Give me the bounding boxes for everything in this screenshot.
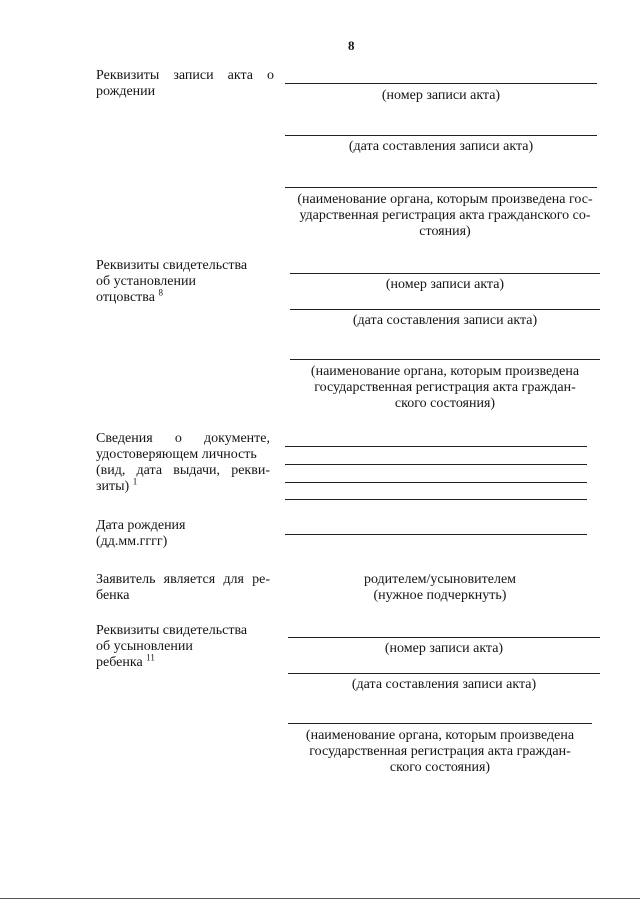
paternity-org-caption-line1: (наименование органа, которым произведена bbox=[310, 364, 580, 379]
paternity-date-field[interactable] bbox=[290, 309, 600, 310]
identity-label-line4: зиты) bbox=[96, 479, 130, 494]
birth-record-number-caption: (номер записи акта) bbox=[381, 88, 501, 103]
identity-footnote-ref: 1 bbox=[132, 476, 138, 487]
paternity-label-line3: отцовства bbox=[96, 290, 155, 305]
birth-record-org-caption bbox=[280, 192, 610, 240]
paternity-label-line1: Реквизиты свидетельства bbox=[96, 258, 248, 273]
birth-date-label-line2: (дд.мм.гггг) bbox=[96, 534, 168, 549]
adoption-org-caption bbox=[288, 728, 592, 776]
applicant-role-hint: (нужное подчеркнуть) bbox=[373, 588, 507, 603]
paternity-org-field[interactable] bbox=[290, 359, 600, 360]
birth-date-field[interactable] bbox=[285, 534, 587, 535]
birth-record-date-field[interactable] bbox=[285, 135, 597, 136]
adoption-footnote-ref: 11 bbox=[146, 652, 155, 663]
paternity-org-caption-line3: ского состояния) bbox=[394, 396, 496, 411]
identity-field-line-3[interactable] bbox=[285, 482, 587, 483]
adoption-org-caption-line2: государственная регистрация акта граждан- bbox=[309, 744, 571, 759]
birth-record-number-field[interactable] bbox=[285, 83, 597, 84]
paternity-date-caption: (дата составления записи акта) bbox=[352, 313, 538, 328]
paternity-number-caption: (номер записи акта) bbox=[385, 277, 505, 292]
identity-field-line-1[interactable] bbox=[285, 446, 587, 447]
identity-label-line2: удостоверяющем личность bbox=[96, 447, 257, 462]
birth-record-org-caption-line3: стояния) bbox=[419, 224, 471, 239]
applicant-role-value[interactable]: родителем/усыновителем bbox=[363, 572, 517, 587]
page-number: 8 bbox=[348, 38, 355, 53]
birth-record-date-caption: (дата составления записи акта) bbox=[348, 139, 534, 154]
identity-field-line-2[interactable] bbox=[285, 464, 587, 465]
applicant-role-label-line2: бенка bbox=[96, 588, 130, 603]
applicant-role-label-line1: Заявитель является для ре- bbox=[96, 572, 270, 587]
identity-label-line1: Сведения о документе, bbox=[96, 431, 270, 446]
birth-record-org-field[interactable] bbox=[285, 187, 597, 188]
adoption-number-caption: (номер записи акта) bbox=[384, 641, 504, 656]
paternity-org-caption bbox=[290, 364, 600, 412]
paternity-footnote-ref: 8 bbox=[158, 287, 163, 298]
identity-label-line3: (вид, дата выдачи, рекви- bbox=[96, 463, 270, 478]
birth-record-label-line2: рождении bbox=[96, 84, 156, 99]
page-bottom-edge bbox=[0, 898, 640, 899]
adoption-date-caption: (дата составления записи акта) bbox=[351, 677, 537, 692]
identity-field-line-4[interactable] bbox=[285, 499, 587, 500]
adoption-date-field[interactable] bbox=[288, 673, 600, 674]
paternity-certificate-label bbox=[96, 258, 276, 306]
adoption-label-line2: об усыновлении bbox=[96, 639, 193, 654]
birth-date-label bbox=[96, 518, 270, 550]
identity-label-line4-wrap bbox=[96, 476, 270, 495]
adoption-label-line3: ребенка bbox=[96, 655, 143, 670]
adoption-certificate-label bbox=[96, 623, 276, 671]
adoption-label-line1: Реквизиты свидетельства bbox=[96, 623, 248, 638]
adoption-number-field[interactable] bbox=[288, 637, 600, 638]
adoption-org-field[interactable] bbox=[288, 723, 592, 724]
birth-record-label-line1: Реквизиты записи акта о bbox=[96, 68, 274, 83]
applicant-role-options bbox=[290, 572, 590, 604]
paternity-label-line3-wrap bbox=[96, 287, 276, 306]
birth-record-org-caption-line1: (наименование органа, которым произведена гос- bbox=[297, 192, 593, 207]
adoption-label-line3-wrap bbox=[96, 652, 276, 671]
paternity-org-caption-line2: государственная регистрация акта граждан- bbox=[314, 380, 576, 395]
birth-record-org-caption-line2: ударственная регистрация акта гражданского со- bbox=[299, 208, 591, 223]
adoption-org-caption-line3: ского состояния) bbox=[389, 760, 491, 775]
birth-date-label-line1: Дата рождения bbox=[96, 518, 186, 533]
birth-record-label bbox=[96, 68, 274, 100]
identity-document-label bbox=[96, 431, 270, 495]
adoption-org-caption-line1: (наименование органа, которым произведена bbox=[305, 728, 575, 743]
paternity-label-line2: об установлении bbox=[96, 274, 196, 289]
applicant-role-label bbox=[96, 572, 270, 604]
paternity-number-field[interactable] bbox=[290, 273, 600, 274]
